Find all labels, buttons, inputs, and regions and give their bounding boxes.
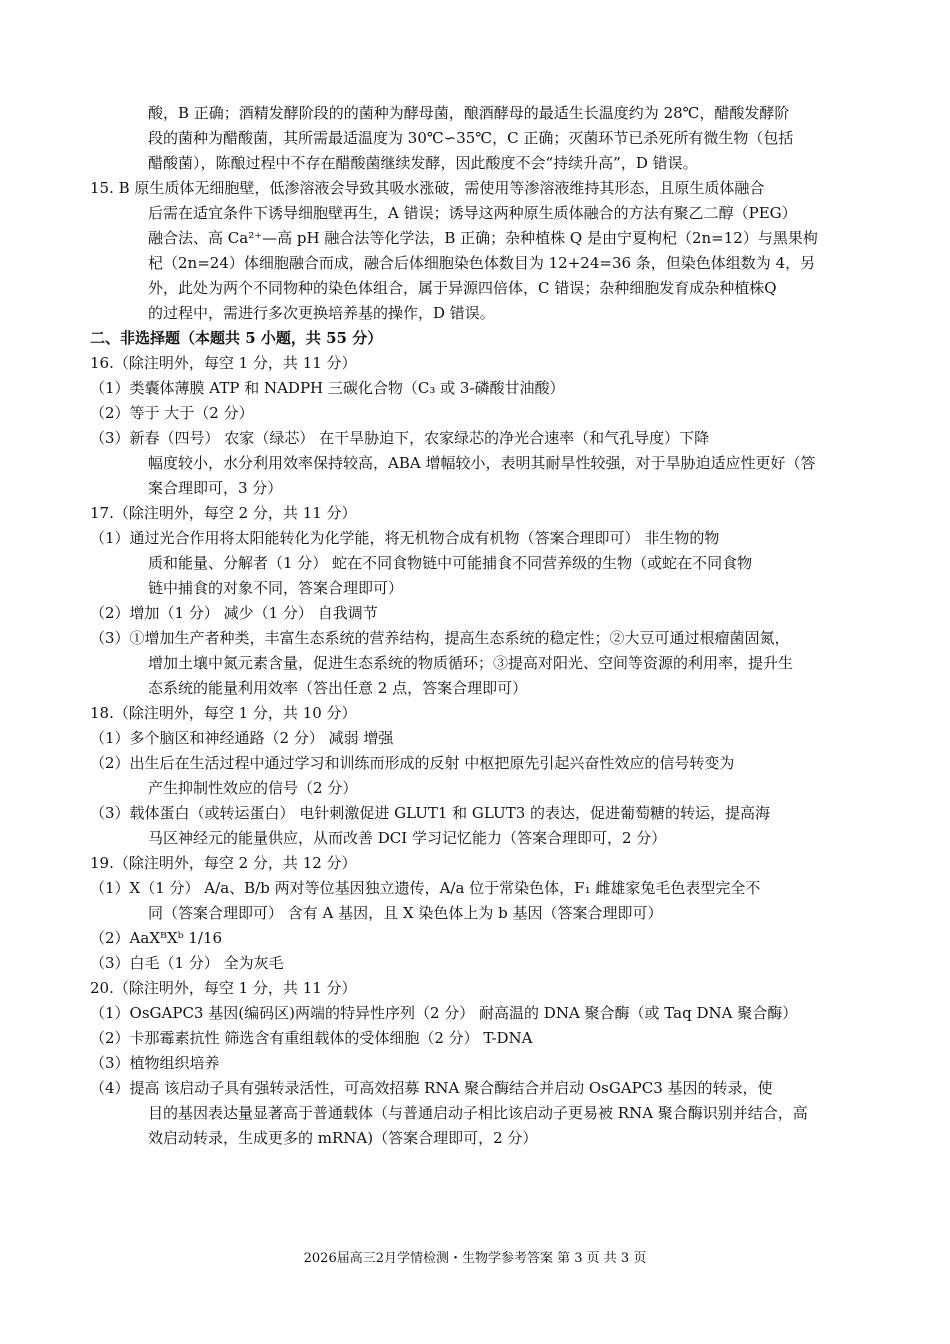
- text-line: （2）增加（1 分） 减少（1 分） 自我调节: [90, 604, 378, 622]
- question-heading: 19.（除注明外，每空 2 分，共 12 分）: [90, 854, 357, 872]
- question-heading: 18.（除注明外，每空 1 分，共 10 分）: [90, 704, 357, 722]
- text-line: （3）白毛（1 分） 全为灰毛: [90, 954, 284, 972]
- text-line: 的过程中，需进行多次更换培养基的操作，D 错误。: [148, 304, 495, 322]
- text-line: 外，此处为两个不同物种的染色体组合，属于异源四倍体，C 错误；杂种细胞发育成杂种植株Q: [148, 279, 777, 297]
- text-line: （1）X（1 分） A/a、B/b 两对等位基因独立遗传，A/a 位于常染色体，F₁ 雌雄家兔毛色表型完全不: [90, 879, 761, 897]
- text-line: 醋酸菌），陈酿过程中不存在醋酸菌继续发酵，因此酸度不会“持续升高”，D 错误。: [148, 154, 698, 172]
- text-line: （2）AaXᴮXᵇ 1/16: [90, 929, 223, 947]
- text-line: （2）等于 大于（2 分）: [90, 404, 254, 422]
- text-line: （4）提高 该启动子具有强转录活性，可高效招募 RNA 聚合酶结合并启动 OsGAPC3 基因的转录，使: [90, 1079, 773, 1097]
- text-line: （3）植物组织培养: [90, 1054, 220, 1072]
- text-line: （1）类囊体薄膜 ATP 和 NADPH 三碳化合物（C₃ 或 3-磷酸甘油酸）: [90, 379, 565, 397]
- text-line: 案合理即可，3 分）: [148, 479, 283, 497]
- text-line: 融合法、高 Ca²⁺—高 pH 融合法等化学法，B 正确；杂种植株 Q 是由宁夏枸杞（2n=12）与黑果枸: [148, 229, 818, 247]
- text-line: 同（答案合理即可） 含有 A 基因，且 X 染色体上为 b 基因（答案合理即可）: [148, 904, 663, 922]
- text-line: 目的基因表达量显著高于普通载体（与普通启动子相比该启动子更易被 RNA 聚合酶识别并结合，高: [148, 1104, 808, 1122]
- text-line: （3）载体蛋白（或转运蛋白） 电针刺激促进 GLUT1 和 GLUT3 的表达，促进葡萄糖的转运，提高海: [90, 804, 771, 822]
- text-line: 马区神经元的能量供应，从而改善 DCI 学习记忆能力（答案合理即可，2 分）: [148, 829, 667, 847]
- text-line: （1）多个脑区和神经通路（2 分） 减弱 增强: [90, 729, 394, 747]
- text-line: 链中捕食的对象不同，答案合理即可）: [148, 579, 404, 597]
- text-line: 酸，B 正确；酒精发酵阶段的的菌种为酵母菌，酿酒酵母的最适生长温度约为 28℃，醋酸发酵阶: [148, 104, 790, 122]
- question-heading: 20.（除注明外，每空 1 分，共 11 分）: [90, 979, 357, 997]
- text-line: 15. B 原生质体无细胞壁，低渗溶液会导致其吸水涨破，需使用等渗溶液维持其形态，且原生质体融合: [90, 179, 765, 197]
- text-line: （2）出生后在生活过程中通过学习和训练而形成的反射 中枢把原先引起兴奋性效应的信号转变为: [90, 754, 735, 772]
- text-line: 态系统的能量利用效率（答出任意 2 点，答案合理即可）: [148, 679, 528, 697]
- text-line: （1）通过光合作用将太阳能转化为化学能，将无机物合成有机物（答案合理即可） 非生物的物: [90, 529, 720, 547]
- text-line: 增加土壤中氮元素含量，促进生态系统的物质循环；③提高对阳光、空间等资源的利用率，提升生: [148, 654, 794, 672]
- page-footer: 2026届高三2月学情检测・生物学参考答案 第 3 页 共 3 页: [303, 1251, 647, 1266]
- question-heading: 17.（除注明外，每空 2 分，共 11 分）: [90, 504, 357, 522]
- text-line: 质和能量、分解者（1 分） 蛇在不同食物链中可能捕食不同营养级的生物（或蛇在不同食物: [148, 554, 753, 572]
- text-line: 幅度较小，水分利用效率保持较高，ABA 增幅较小，表明其耐旱性较强，对于旱胁迫适应性更好（答: [148, 454, 816, 472]
- text-line: 后需在适宜条件下诱导细胞壁再生，A 错误；诱导这两种原生质体融合的方法有聚乙二醇（PEG）: [148, 204, 797, 222]
- text-line: （2）卡那霉素抗性 筛选含有重组载体的受体细胞（2 分） T-DNA: [90, 1029, 533, 1047]
- text-line: （3）新春（四号） 农家（绿芯） 在干旱胁迫下，农家绿芯的净光合速率（和气孔导度）下降: [90, 429, 710, 447]
- text-line: （3）①增加生产者种类，丰富生态系统的营养结构，提高生态系统的稳定性；②大豆可通过根瘤菌固氮，: [90, 629, 790, 647]
- section-heading: 二、非选择题（本题共 5 小题，共 55 分）: [90, 329, 383, 347]
- text-line: （1）OsGAPC3 基因(编码区)两端的特异性序列（2 分） 耐高温的 DNA 聚合酶（或 Taq DNA 聚合酶）: [90, 1004, 798, 1022]
- text-line: 段的菌种为醋酸菌，其所需最适温度为 30℃∽35℃，C 正确；灭菌环节已杀死所有微生物（包括: [148, 129, 794, 147]
- text-line: 杞（2n=24）体细胞融合而成，融合后体细胞染色体数目为 12+24=36 条，但染色体组数为 4，另: [148, 254, 816, 272]
- question-heading: 16.（除注明外，每空 1 分，共 11 分）: [90, 354, 357, 372]
- text-line: 产生抑制性效应的信号（2 分）: [148, 779, 358, 797]
- text-line: 效启动转录，生成更多的 mRNA)（答案合理即可，2 分）: [148, 1129, 538, 1147]
